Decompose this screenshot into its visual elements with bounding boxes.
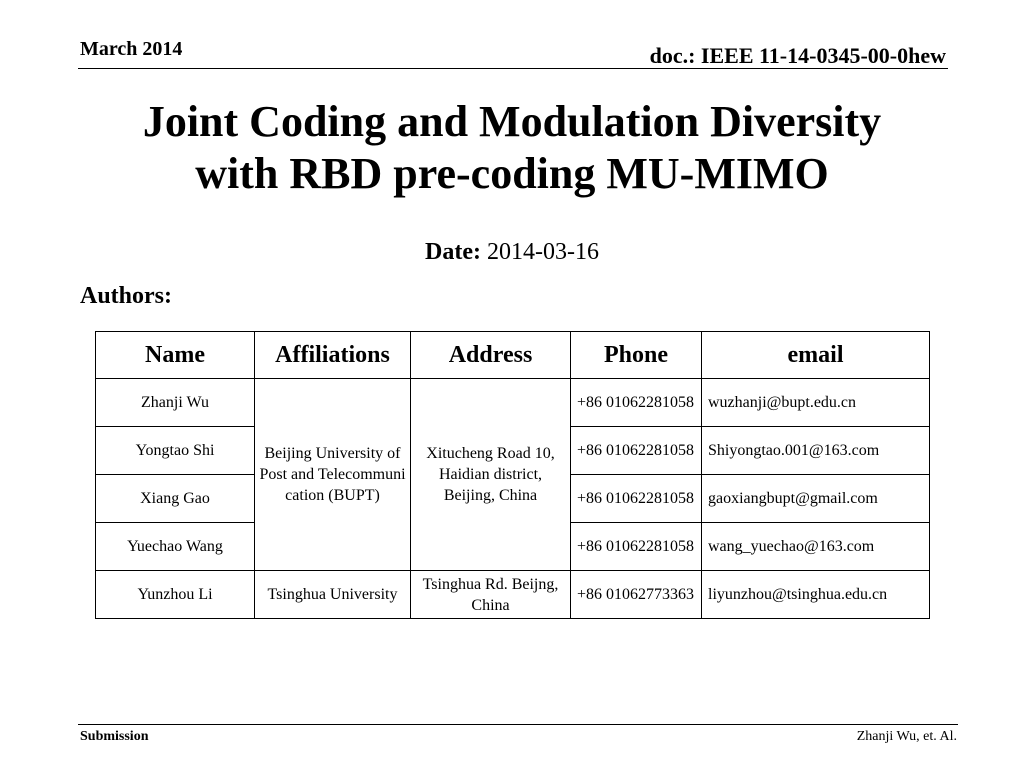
author-phone: +86 01062281058: [571, 475, 702, 523]
authors-table: [95, 331, 930, 619]
author-name: Yuechao Wang: [96, 523, 255, 571]
table-row: [96, 571, 930, 619]
footer-divider: [78, 724, 958, 725]
date-line: [0, 239, 1024, 266]
author-email: wang_yuechao@163.com: [702, 523, 930, 571]
column-header-affiliations: Affiliations: [255, 332, 411, 379]
slide-title-line-2: with RBD pre-coding MU-MIMO: [195, 149, 829, 198]
author-email: Shiyongtao.001@163.com: [702, 427, 930, 475]
footer-submission: Submission: [80, 729, 149, 744]
header-doc-id: doc.: IEEE 11-14-0345-00-0hew: [649, 43, 946, 68]
author-affiliation: Tsinghua University: [255, 571, 411, 619]
date-label: Date:: [425, 239, 481, 265]
table-row: [96, 379, 930, 427]
author-email: gaoxiangbupt@gmail.com: [702, 475, 930, 523]
column-header-name: Name: [96, 332, 255, 379]
author-phone: +86 01062281058: [571, 379, 702, 427]
header-divider: [78, 68, 948, 69]
author-name: Xiang Gao: [96, 475, 255, 523]
header-date: March 2014: [80, 38, 183, 60]
table-header-row: [96, 332, 930, 379]
author-email: liyunzhou@tsinghua.edu.cn: [702, 571, 930, 619]
column-header-email: email: [702, 332, 930, 379]
author-phone: +86 01062281058: [571, 427, 702, 475]
authors-label: Authors:: [80, 283, 173, 309]
author-name: Zhanji Wu: [96, 379, 255, 427]
footer-authors: Zhanji Wu, et. Al.: [856, 729, 957, 744]
column-header-address: Address: [411, 332, 571, 379]
author-email: wuzhanji@bupt.edu.cn: [702, 379, 930, 427]
author-address: Tsinghua Rd. Beijng, China: [411, 571, 571, 619]
column-header-phone: Phone: [571, 332, 702, 379]
author-phone: +86 01062773363: [571, 571, 702, 619]
merged-affiliation: Beijing University of Post and Telecommunication (BUPT): [255, 379, 411, 571]
merged-address: Xitucheng Road 10, Haidian district, Beijing, China: [411, 379, 571, 571]
author-name: Yongtao Shi: [96, 427, 255, 475]
author-phone: +86 01062281058: [571, 523, 702, 571]
date-value: 2014-03-16: [486, 239, 599, 265]
slide-title-line-1: Joint Coding and Modulation Diversity: [142, 97, 882, 146]
author-name: Yunzhou Li: [96, 571, 255, 619]
slide-title: [40, 96, 984, 200]
